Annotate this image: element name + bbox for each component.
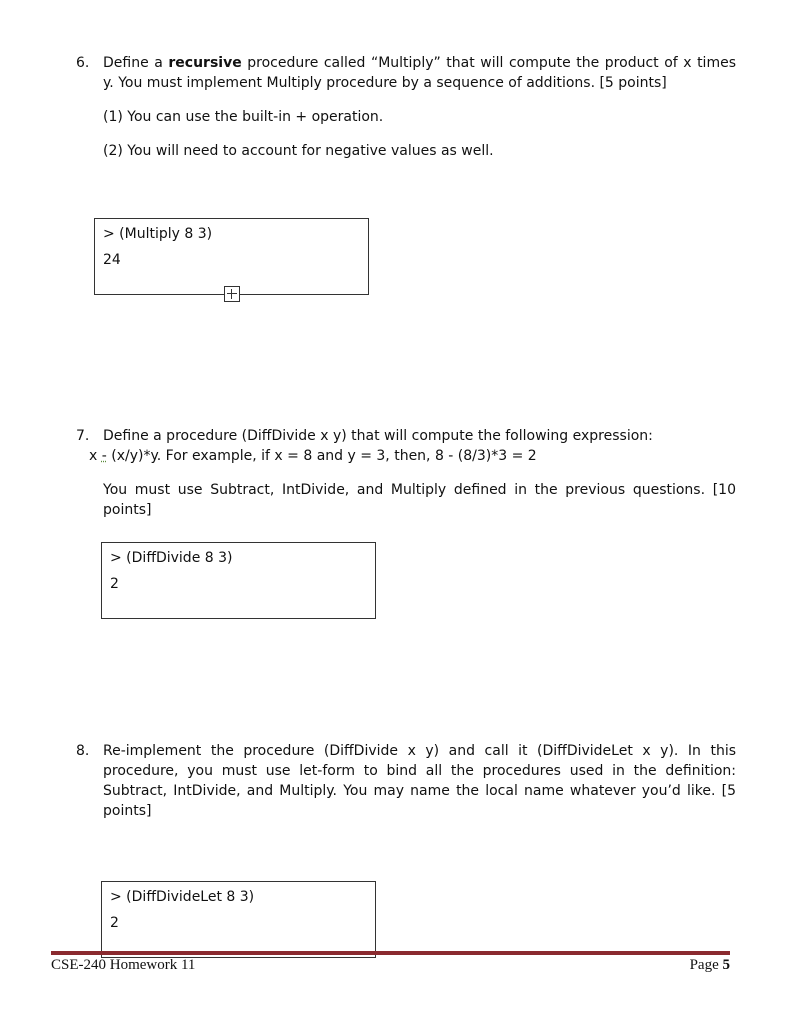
question-line [89, 446, 736, 466]
sample-output-box [101, 881, 376, 958]
footer-divider [51, 951, 730, 955]
question-6 [76, 53, 736, 161]
expression-part: - [101, 448, 107, 464]
question-number: 8. [76, 743, 90, 759]
requirement-paragraph: You must use Subtract, IntDivide, and Multiply defined in the previous questions. [10 points] [103, 482, 736, 518]
page-label: Page [689, 957, 723, 973]
sample-input-line: > (Multiply 8 3) [103, 226, 213, 242]
sample-output-line: 24 [103, 252, 121, 268]
expand-plus-icon[interactable] [224, 286, 240, 302]
question-line: Define a procedure (DiffDivide x y) that will compute the following expression: [103, 428, 653, 444]
sample-input-line: > (DiffDivide 8 3) [110, 550, 233, 566]
expression-part: (x/y)*y. For example, if x = 8 and y = 3, then, 8 - (8/3)*3 = 2 [106, 448, 537, 464]
page-number: 5 [722, 957, 730, 973]
expression-part: x [89, 448, 98, 464]
emphasis-word: recursive [168, 55, 242, 71]
sample-output-box [94, 218, 369, 295]
sample-output-box [101, 542, 376, 619]
question-text-part: procedure called “Multiply” that will compute the product of x times y. You must implement Multiply procedure by a sequence of additions. [5 points] [103, 55, 736, 91]
requirement-item-1: (1) You can use the built-in + operation. [103, 109, 384, 125]
question-text: Re-implement the procedure (DiffDivide x y) and call it (DiffDivideLet x y). In this procedure, you must use let-form to bind all the procedures used in the definition: Subtract, IntDivide, and Multiply. You may name the local name whatever you’d like. [5 points] [103, 743, 736, 819]
sample-output-line: 2 [110, 915, 119, 931]
footer-course-title: CSE-240 Homework 11 [51, 957, 196, 973]
question-7 [76, 426, 736, 520]
question-text-part: Define a [103, 55, 169, 71]
question-text [89, 426, 736, 466]
footer-page-number [690, 957, 730, 974]
question-8 [76, 741, 736, 821]
sample-output-line: 2 [110, 576, 119, 592]
question-number: 7. [76, 428, 90, 444]
sample-input-line: > (DiffDivideLet 8 3) [110, 889, 255, 905]
question-text [103, 53, 736, 93]
requirement-item-2: (2) You will need to account for negative values as well. [103, 143, 494, 159]
question-number: 6. [76, 55, 90, 71]
